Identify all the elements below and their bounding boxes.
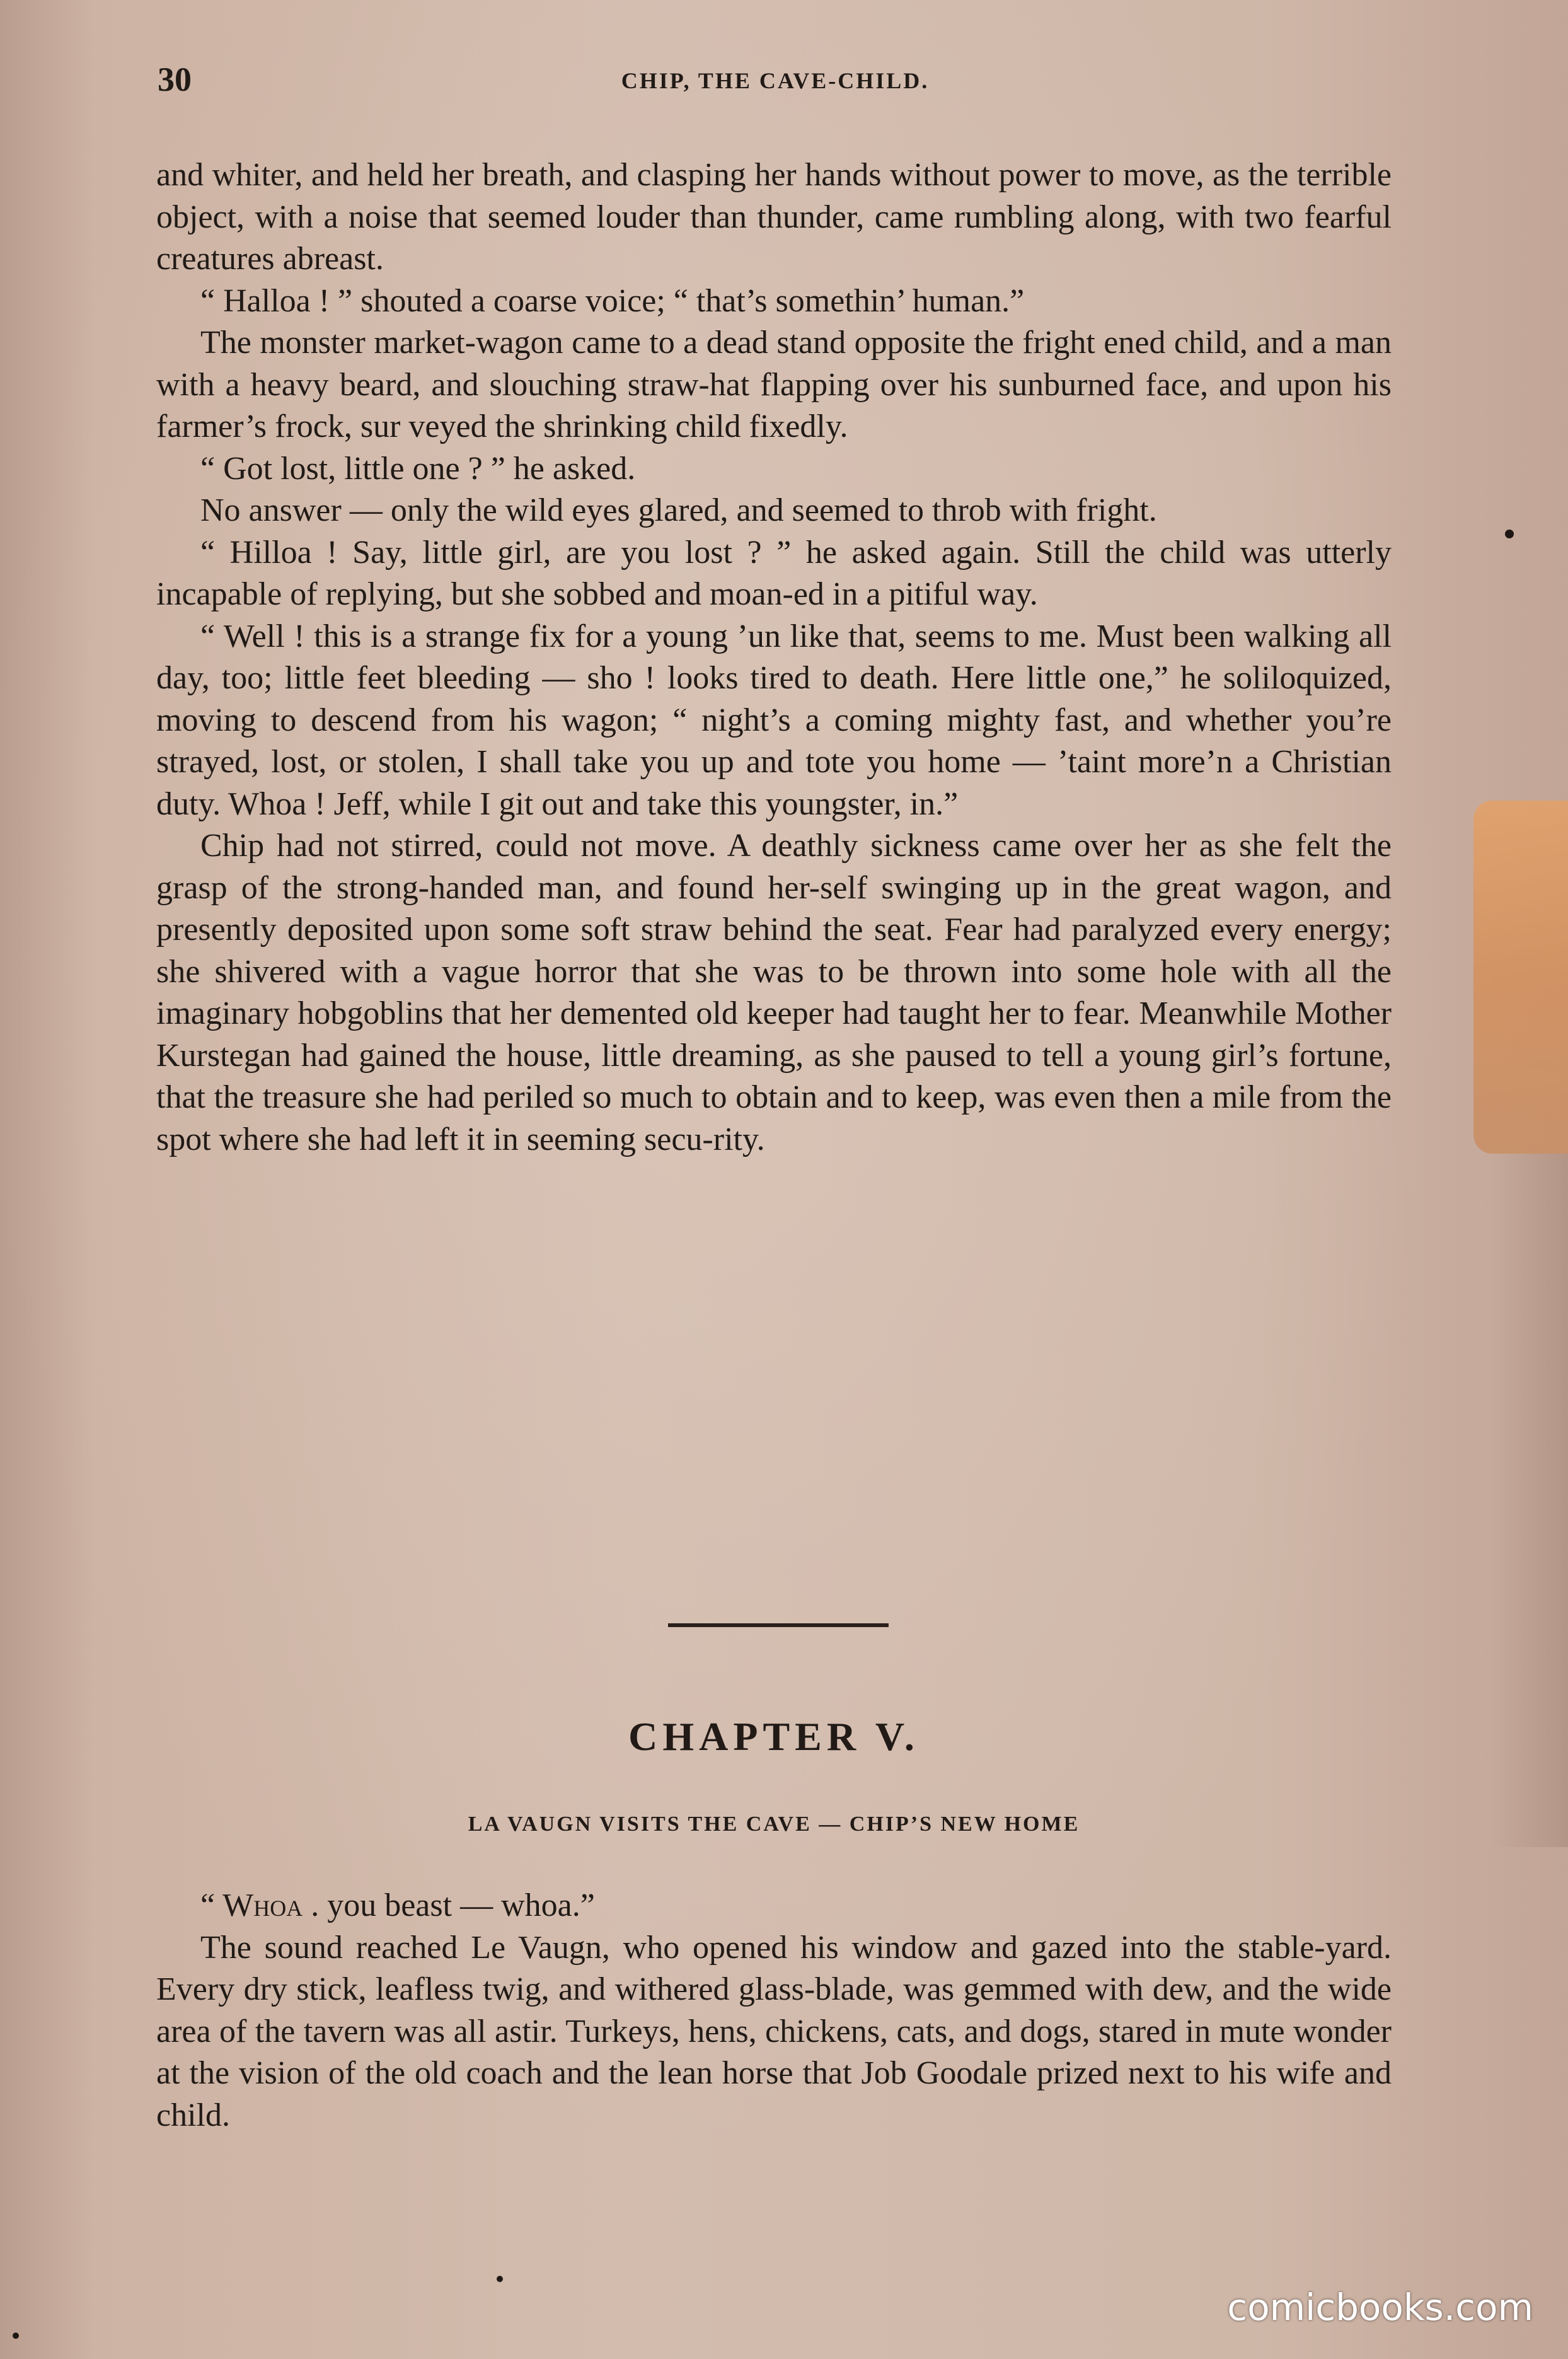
chapter-subtitle: LA VAUGN VISITS THE CAVE — CHIP’S NEW HOME xyxy=(468,1812,1080,1836)
paragraph: The sound reached Le Vaugn, who opened his window and gazed into the stable-yard. Every dry stick, leafless twig, and withered glass-blade, was gemmed with dew, and the wide area of the tavern was all astir. Turkeys, hens, chickens, cats, and dogs, stared in mute wonder at the vision of the old coach and the lean horse that Job Goodale prized next to his wife and child. xyxy=(156,1929,1392,2133)
paragraph: The monster market-wagon came to a dead stand opposite the fright ened child, and a man with a heavy beard, and slouching straw-hat flapping over his sunburned face, and upon his farmer’s frock, sur veyed the shrinking child fixedly. xyxy=(156,325,1392,444)
chapter-text xyxy=(156,1885,1392,2136)
paragraph: “ Hilloa ! Say, little girl, are you lost ? ” he asked again. Still the child was utterly incapable of replying, but she sobbed and moan-ed in a pitiful way. xyxy=(156,534,1392,612)
paper-stain xyxy=(1473,801,1568,1154)
ink-speck xyxy=(13,2333,19,2339)
body-text xyxy=(156,154,1392,1161)
ink-speck xyxy=(497,2276,503,2282)
paragraph: “ Well ! this is a strange fix for a young ’un like that, seems to me. Must been walking all day, too; little feet bleeding — sho ! looks tired to death. Here little one,” he soliloquized, moving to descend from his wagon; “ night’s a coming mighty fast, and whether you’re strayed, lost, or stolen, I shall take you up and tote you home — ’taint more’n a Christian duty. Whoa ! Jeff, while I git out and take this youngster, in.” xyxy=(156,618,1392,822)
paragraph: Chip had not stirred, could not move. A deathly sickness came over her as she felt the grasp of the strong-handed man, and found her-self swinging up in the great wagon, and presently deposited upon some soft straw behind the seat. Fear had paralyzed every energy; she shivered with a vague horror that she was to be thrown into some hole with all the imaginary hobgoblins that her demented old keeper had taught her to fear. Meanwhile Mother Kurstegan had gained the house, little dreaming, as she paused to tell a young girl’s fortune, that the treasure she had periled so much to obtain and to keep, was even then a mile from the spot where she had left it in seeming secu-rity. xyxy=(156,828,1392,1157)
paragraph: No answer — only the wild eyes glared, and seemed to throb with fright. xyxy=(200,492,1157,528)
chapter-first-word: “ Whoa xyxy=(200,1887,303,1923)
page-header xyxy=(158,60,1393,110)
paragraph: “ Got lost, little one ? ” he asked. xyxy=(200,450,636,487)
chapter-first-line-rest: . you beast — whoa.” xyxy=(303,1887,595,1923)
running-title: CHIP, THE CAVE-CHILD. xyxy=(621,68,930,93)
page-number: 30 xyxy=(158,61,192,98)
chapter-first-line xyxy=(156,1885,1392,1927)
chapter-title: CHAPTER V. xyxy=(628,1714,919,1759)
ink-speck xyxy=(1505,530,1514,538)
page-tear xyxy=(1492,1154,1568,1847)
paragraph: “ Halloa ! ” shouted a coarse voice; “ that’s somethin’ human.” xyxy=(200,282,1025,319)
watermark: comicbooks.com xyxy=(1227,2286,1533,2329)
paragraph: and whiter, and held her breath, and clasping her hands without power to move, as the terrible object, with a noise that seemed louder than thunder, came rumbling along, with two fearful creatures abreast. xyxy=(156,157,1392,277)
section-divider xyxy=(668,1623,889,1627)
